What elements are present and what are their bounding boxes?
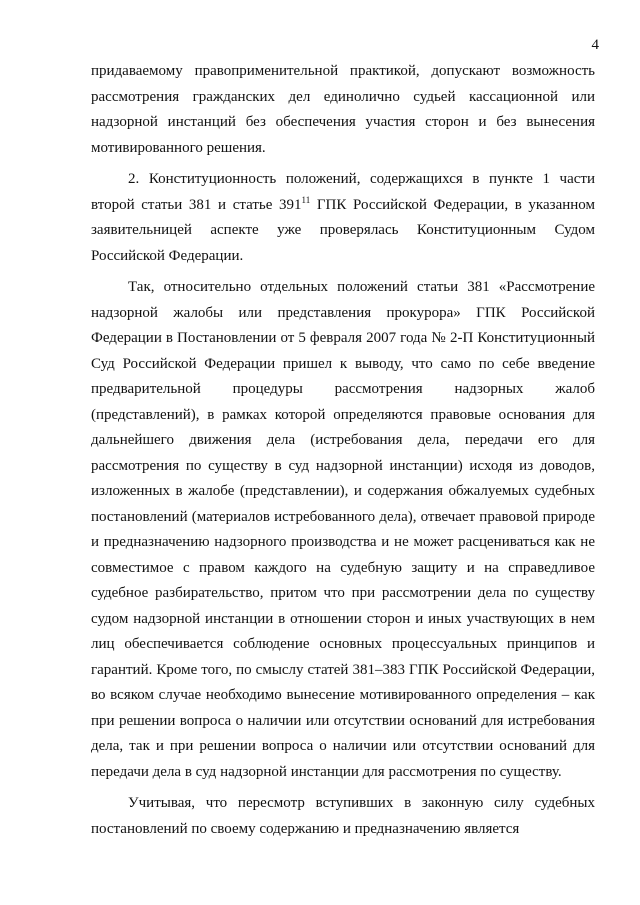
paragraph-constitutionality-check: [91, 167, 595, 269]
document-body: [91, 59, 595, 842]
paragraph-court-ruling: Так, относительно отдельных положений статьи 381 «Рассмотрение надзорной жалобы или представления прокурора» ГПК Российской Федерации в Постановлении от 5 февраля 2007 года № 2-П Конституционный Суд Российской Федерации пришел к выводу, что само по себе введение предварительной процедуры рассмотрения надзорных жалоб (представлений), в рамках которой определяются правовые основания для дальнейшего движения дела (истребования дела, передачи его для рассмотрения по существу в суд надзорной инстанции) исходя из доводов, изложенных в жалобе (представлении), и содержания обжалуемых судебных постановлений (материалов истребованного дела), отвечает правовой природе и предназначению надзорного производства и не может расцениваться как не совместимое с правом каждого на судебную защиту и на справедливое судебное разбирательство, притом что при рассмотрении дела по существу судом надзорной инстанции в отношении сторон и иных участвующих в нем лиц обеспечивается соблюдение основных процессуальных принципов и гарантий. Кроме того, по смыслу статей 381–383 ГПК Российской Федерации, во всяком случае необходимо вынесение мотивированного определения – как при решении вопроса о наличии или отсутствии оснований для истребования дела, так и при решении вопроса о наличии или отсутствии оснований для передачи дела в суд надзорной инстанции для рассмотрения по существу.: [91, 279, 595, 780]
article-superscript: 11: [301, 194, 311, 205]
paragraph-text-before-superscript: 2. Конституционность положений, содержащихся в пункте 1 части второй статьи 381 и статье 391: [91, 171, 595, 213]
paragraph-text-after-superscript: ГПК Российской Федерации, в указанном заявительницей аспекте уже проверялась Конституционным Судом Российской Федерации.: [91, 196, 595, 264]
paragraph-continuation: придаваемому правоприменительной практикой, допускают возможность рассмотрения гражданских дел единолично судьей кассационной или надзорной инстанций без обеспечения участия сторон и без вынесения мотивированного решения.: [91, 63, 595, 156]
paragraph-considering: Учитывая, что пересмотр вступивших в законную силу судебных постановлений по своему содержанию и предназначению является: [91, 795, 595, 837]
page-number: 4: [591, 37, 599, 53]
